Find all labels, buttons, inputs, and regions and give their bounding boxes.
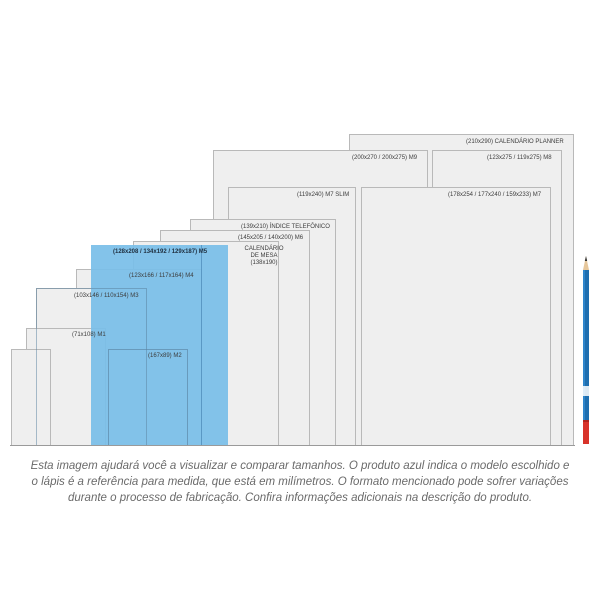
label-m9: (200x270 / 200x275) M9 [352,155,418,161]
label-m5: (128x208 / 134x192 / 129x187) M5 [113,249,208,255]
caption-line-1: Esta imagem ajudará você a visualizar e comparar tamanhos. O produto azul indica o modelo escolhido e [30,460,570,472]
label-m3: (103x146 / 110x154) M3 [74,293,139,299]
size-m7 [361,187,551,446]
label-calendario-mesa [240,246,288,267]
caption-line-2: o lápis é a referência para medida, que está em milímetros. O formato mencionado pode sofrer variações [31,476,569,488]
label-calendario-planner: (210x290) CALENDÁRIO PLANNER [466,139,564,145]
caption [20,458,580,506]
label-m7: (178x254 / 177x240 / 159x233) M7 [448,192,542,198]
label-m1: (71x108) M1 [72,332,106,338]
m4-edge-line [201,245,202,446]
pencil-icon [579,256,593,446]
label-indice-telefonico: (139x210) ÍNDICE TELEFÔNICO [241,224,330,230]
baseline [10,445,575,446]
label-m6: (145x205 / 140x200) M6 [238,235,304,241]
label-calendario-mesa-line1: CALENDÁRIO [244,246,284,252]
label-m4: (123x166 / 117x164) M4 [129,273,194,279]
label-calendario-mesa-line2: DE MESA [250,252,278,259]
label-m2: (167x89) M2 [148,353,182,359]
label-calendario-mesa-line3: (138x190) [250,259,278,266]
caption-line-3: durante o processo de fabricação. Confira informações adicionais na descrição do produto. [67,492,533,504]
label-m8: (123x275 / 119x275) M8 [487,155,552,161]
size-m3-outline [36,288,147,446]
label-m7-slim: (119x240) M7 SLIM [297,192,350,198]
